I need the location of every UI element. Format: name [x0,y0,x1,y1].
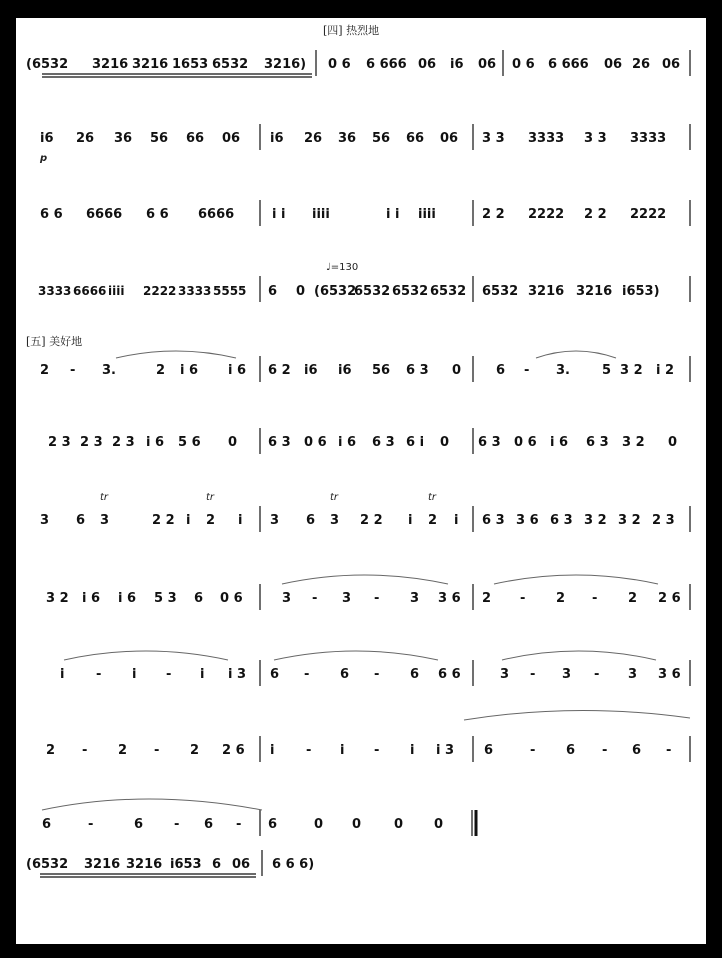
note-group: 6 666 [548,57,589,72]
note-group: 06 [440,131,459,146]
row-10 [46,710,690,762]
row-9 [60,651,690,686]
note-group: i 6 [180,363,199,378]
note-group: i 2 [656,363,675,378]
row-6 [48,428,677,454]
note-group: 6 [632,743,642,758]
slur [42,799,262,810]
note-group: 3216 [84,857,121,872]
note-group: 06 [604,57,623,72]
note-group: 06 [662,57,681,72]
note-group: 3216) [264,57,307,72]
note-group: 6 3 [372,435,395,450]
note-group: 3 2 [620,363,643,378]
note-group: 6666 [198,207,235,222]
note-group: 3 3 [584,131,607,146]
note-group: 2 2 [482,207,505,222]
note-group: 2 [40,363,50,378]
trill-mark: tr [428,492,437,503]
note-group: 0 [440,435,450,450]
note-group: 6 6 [438,667,461,682]
note-group: 0 6 [514,435,537,450]
note-group: 0 6 [328,57,351,72]
note-group: 3216 [132,57,169,72]
note-group: 0 [452,363,462,378]
note-group: i6 [450,57,464,72]
note-group: i 6 [118,591,137,606]
note-group: 6532 [392,284,429,299]
jianpu-score [16,18,706,944]
note-group: 36 [338,131,357,146]
note-group: 5 3 [154,591,177,606]
note-group: 0 [296,284,306,299]
note-group: - [374,591,380,606]
note-group: 5555 [213,284,247,298]
note-group: 0 [434,817,444,832]
note-group: 2 2 [584,207,607,222]
note-group: - [236,817,242,832]
note-group: 6 3 [550,513,573,528]
note-group: 6532 [354,284,391,299]
note-group: i [454,513,459,528]
note-group: i [410,743,415,758]
note-group: - [88,817,94,832]
note-group: - [602,743,608,758]
note-group: 0 6 [220,591,243,606]
note-group: 2 3 [48,435,71,450]
slur [502,651,656,660]
note-group: 6 [76,513,86,528]
note-group: 2 6 [222,743,245,758]
slur [464,710,690,720]
note-group: 3 [500,667,510,682]
note-group: i 6 [550,435,569,450]
note-group: 6532 [212,57,249,72]
slur [536,351,616,358]
note-group: 3 [330,513,340,528]
note-group: 6 3 [482,513,505,528]
slur [282,575,448,584]
note-group: iiii [312,207,330,222]
note-group: 6 [340,667,350,682]
note-group: 3. [556,363,570,378]
note-group: 2 [206,513,216,528]
note-group: 6 6 [40,207,63,222]
note-group: 6 3 [268,435,291,450]
note-group: 6 [204,817,214,832]
note-group: i [270,743,275,758]
slur [64,651,228,660]
note-group: 3 6 [658,667,681,682]
note-group: 6 [496,363,506,378]
note-group: 6 3 [406,363,429,378]
note-group: - [594,667,600,682]
note-group: 6 [212,857,222,872]
note-group: i [200,667,205,682]
note-group: 3216 [92,57,129,72]
note-group: 2 [482,591,492,606]
note-group: 6 [566,743,576,758]
note-group: 6666 [73,284,107,298]
note-group: 3 [628,667,638,682]
note-group: 0 [394,817,404,832]
note-group: 2 6 [658,591,681,606]
note-group: 36 [114,131,133,146]
note-group: - [530,667,536,682]
note-group: i 6 [82,591,101,606]
note-group: 6 i [406,435,425,450]
note-group: iiii [418,207,436,222]
note-group: - [174,817,180,832]
note-group: - [530,743,536,758]
note-group: 56 [372,131,391,146]
note-group: i6 [304,363,318,378]
note-group: 6532 [482,284,519,299]
note-group: 3 3 [482,131,505,146]
note-group: 6666 [86,207,123,222]
note-group: 2 2 [360,513,383,528]
note-group: 3 2 [584,513,607,528]
note-group: 3. [102,363,116,378]
note-group: 2 3 [80,435,103,450]
note-group: iiii [108,284,125,298]
note-group: - [374,743,380,758]
note-group: i 6 [338,435,357,450]
dynamic-mark: p [40,153,48,164]
note-group: 6 3 [478,435,501,450]
note-group: 6532 [430,284,467,299]
trill-mark: tr [100,492,109,503]
note-group: i 6 [146,435,165,450]
note-group: 3 2 [618,513,641,528]
row-1 [26,50,690,77]
section-label-4: [四] 热烈地 [323,24,380,37]
note-group: (6532 [314,284,357,299]
note-group: - [666,743,672,758]
note-group: 3 [562,667,572,682]
note-group: i [238,513,243,528]
note-group: 0 [314,817,324,832]
note-group: - [306,743,312,758]
note-group: 6 [306,513,316,528]
note-group: i 6 [228,363,247,378]
note-group: 3 2 [46,591,69,606]
note-group: 6 [268,817,278,832]
note-group: 2222 [528,207,565,222]
note-group: 6 3 [586,435,609,450]
note-group: i6 [338,363,352,378]
note-group: 3333 [630,131,667,146]
note-group: 3216 [126,857,163,872]
note-group: 6 [484,743,494,758]
note-group: - [374,667,380,682]
note-group: 3333 [38,284,72,298]
note-group: 2 [428,513,438,528]
note-group: 06 [232,857,251,872]
note-group: i6 [40,131,54,146]
note-group: 3333 [178,284,212,298]
note-group: 3 [410,591,420,606]
note-group: 3333 [528,131,565,146]
note-group: 3 [270,513,280,528]
note-group: 2 [628,591,638,606]
note-group: i i [272,207,286,222]
note-group: - [166,667,172,682]
note-group: (6532 [26,857,69,872]
note-group: 26 [632,57,651,72]
note-group: 0 6 [512,57,535,72]
note-group: 56 [372,363,391,378]
note-group: 5 [602,363,612,378]
row-7 [40,492,690,532]
note-group: 6 [268,284,278,299]
note-group: 0 [228,435,238,450]
trill-mark: tr [206,492,215,503]
note-group: - [96,667,102,682]
note-group: - [312,591,318,606]
note-group: - [520,591,526,606]
row-5 [40,351,690,382]
slur [494,575,658,584]
note-group: 06 [222,131,241,146]
note-group: i [408,513,413,528]
note-group: 0 6 [304,435,327,450]
trill-mark: tr [330,492,339,503]
note-group: 2 [556,591,566,606]
score-sheet [16,18,706,944]
note-group: 3 [282,591,292,606]
note-group: i 3 [436,743,455,758]
tempo-mark: ♩=130 [326,262,359,273]
note-group: - [70,363,76,378]
note-group: i [340,743,345,758]
slur [274,651,438,660]
note-group: 2 [46,743,56,758]
note-group: i6 [270,131,284,146]
note-group: 6 [42,817,52,832]
row-12 [26,850,314,877]
note-group: i [186,513,191,528]
note-group: i653 [170,857,202,872]
note-group: 3 [342,591,352,606]
note-group: 3 6 [516,513,539,528]
note-group: 2222 [630,207,667,222]
note-group: - [154,743,160,758]
note-group: 26 [304,131,323,146]
note-group: i [60,667,65,682]
note-group: 2 2 [152,513,175,528]
note-group: 2 [190,743,200,758]
note-group: 2 3 [112,435,135,450]
note-group: (6532 [26,57,69,72]
note-group: 3 2 [622,435,645,450]
note-group: 0 [668,435,678,450]
note-group: i 3 [228,667,247,682]
slur [116,351,236,358]
note-group: 2 [156,363,166,378]
note-group: i i [386,207,400,222]
note-group: 2 [118,743,128,758]
note-group: - [304,667,310,682]
note-group: 6 [270,667,280,682]
row-4 [38,262,690,302]
note-group: 3 [100,513,110,528]
note-group: 3 [40,513,50,528]
row-2 [39,124,690,164]
note-group: 6 666 [366,57,407,72]
note-group: 1653 [172,57,209,72]
note-group: 6 [410,667,420,682]
note-group: 66 [186,131,205,146]
note-group: i653) [622,284,660,299]
note-group: 06 [418,57,437,72]
note-group: 6 [134,817,144,832]
note-group: 56 [150,131,169,146]
note-group: - [82,743,88,758]
note-group: - [524,363,530,378]
note-group: 26 [76,131,95,146]
note-group: 06 [478,57,497,72]
row-11 [42,799,476,836]
note-group: 5 6 [178,435,201,450]
note-group: 2 3 [652,513,675,528]
note-group: - [592,591,598,606]
note-group: 3 6 [438,591,461,606]
note-group: 6 [194,591,204,606]
note-group: 2222 [143,284,177,298]
note-group: 3216 [528,284,565,299]
row-3 [40,200,690,226]
note-group: i [132,667,137,682]
note-group: 66 [406,131,425,146]
note-group: 6 6 [146,207,169,222]
section-label-5: [五] 美好地 [26,335,83,348]
row-8 [46,575,690,610]
note-group: 3216 [576,284,613,299]
note-group: 0 [352,817,362,832]
note-group: 6 2 [268,363,291,378]
note-group: 6 6 6) [272,857,315,872]
